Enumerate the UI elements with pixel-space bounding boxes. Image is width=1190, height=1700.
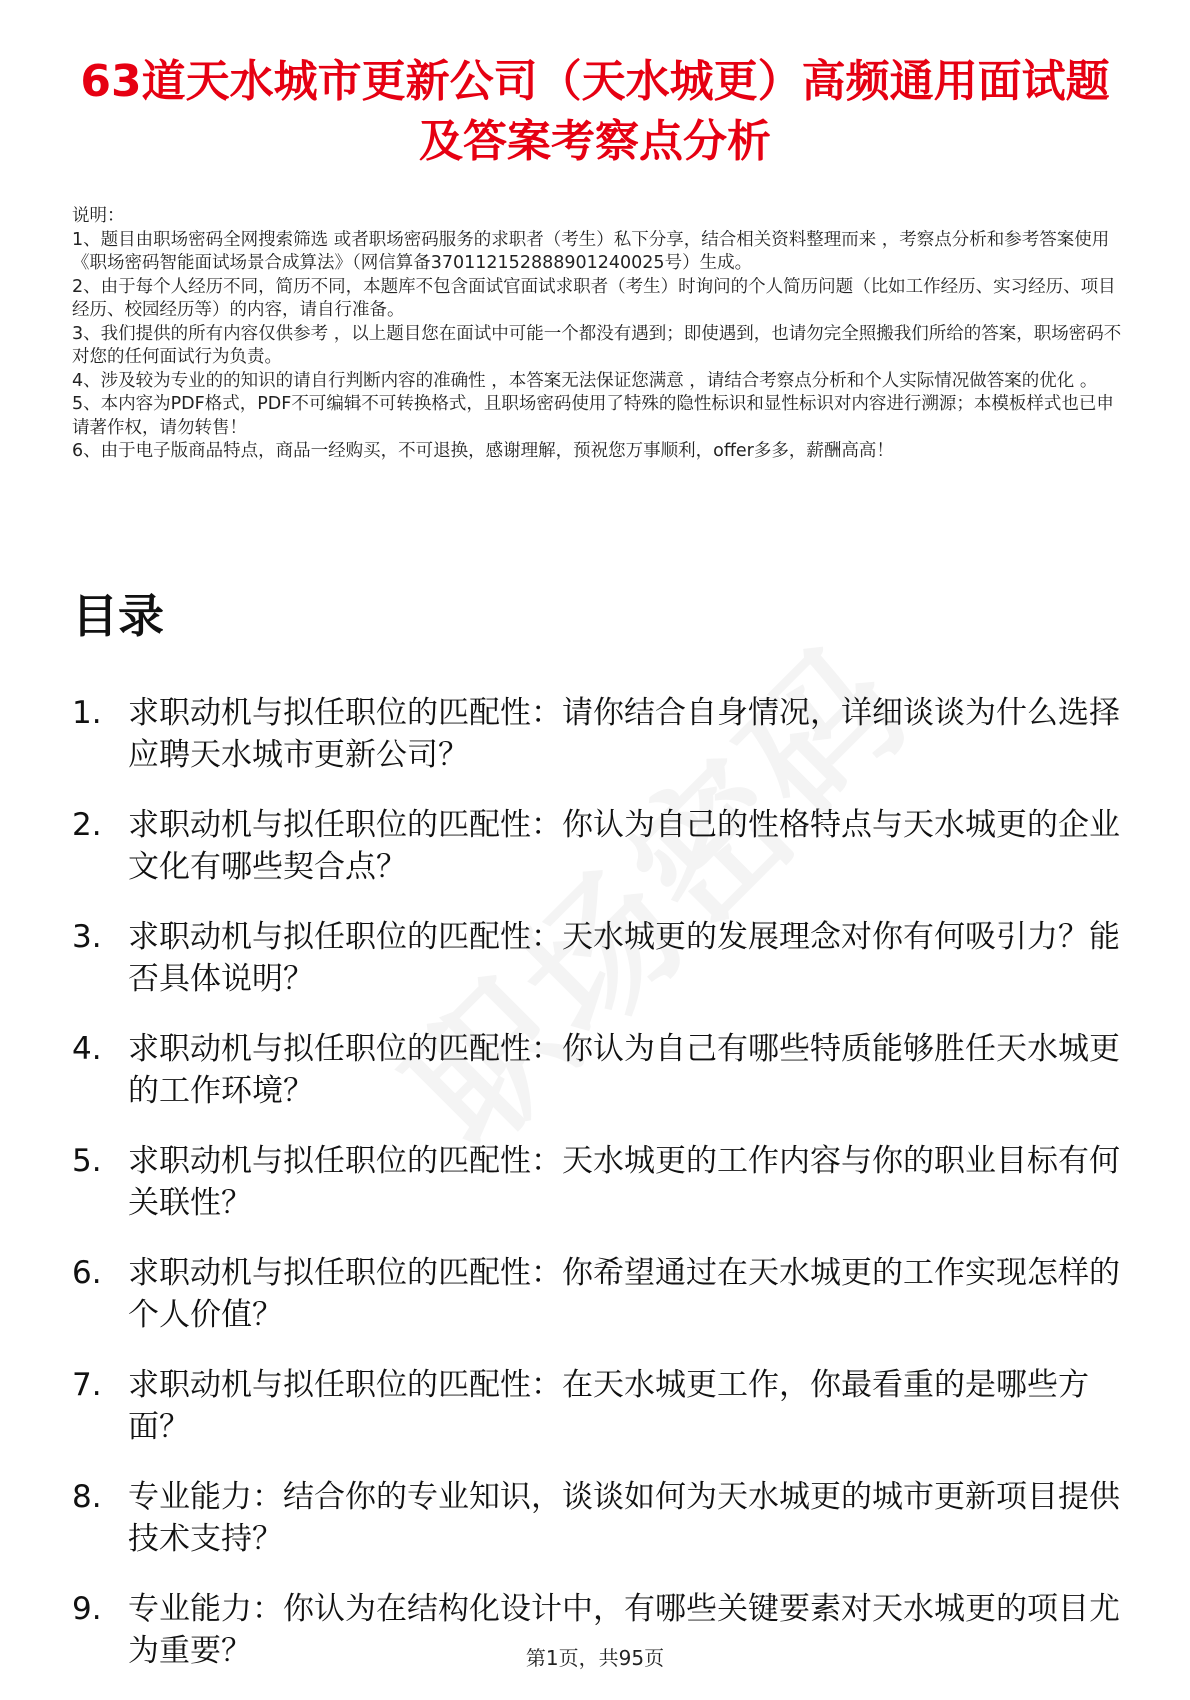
toc-item[interactable] <box>72 1476 1122 1560</box>
document-title: 63道天水城市更新公司（天水城更）高频通用面试题及答案考察点分析 <box>80 56 1110 167</box>
toc-item-text: 求职动机与拟任职位的匹配性：在天水城更工作，你最看重的是哪些方面？ <box>128 1367 1089 1445</box>
note-item: 2、由于每个人经历不同，简历不同，本题库不包含面试官面试求职者（考生）时询问的个人简历问题（比如工作经历、实习经历、项目经历、校园经历等）的内容，请自行准备。 <box>72 276 1116 320</box>
note-item: 6、由于电子版商品特点，商品一经购买，不可退换，感谢理解，预祝您万事顺利，offer多多，薪酬高高！ <box>72 441 894 461</box>
toc-item[interactable] <box>72 1140 1122 1224</box>
toc-item-text: 专业能力：你认为在结构化设计中，有哪些关键要素对天水城更的项目尤为重要？ <box>128 1591 1120 1669</box>
toc-item-number: 3. <box>72 919 102 955</box>
toc-heading: 目录 <box>72 589 164 643</box>
toc-item-number: 9. <box>72 1591 102 1627</box>
toc-item-number: 8. <box>72 1479 102 1515</box>
toc-item[interactable] <box>72 1364 1122 1448</box>
toc-item[interactable] <box>72 1252 1122 1336</box>
toc-list <box>72 692 1122 1700</box>
toc-item-number: 2. <box>72 807 102 843</box>
toc-item[interactable] <box>72 692 1122 776</box>
notes-heading: 说明： <box>72 206 125 226</box>
toc-item-text: 求职动机与拟任职位的匹配性：请你结合自身情况，详细谈谈为什么选择应聘天水城市更新公司？ <box>128 695 1120 773</box>
note-item: 4、涉及较为专业的的知识的请自行判断内容的准确性 ，本答案无法保证您满意 ，请结合考察点分析和个人实际情况做答案的优化 。 <box>72 370 1098 391</box>
toc-item-number: 4. <box>72 1031 102 1067</box>
page-footer: 第1页，共95页 <box>525 1646 665 1670</box>
note-item: 5、本内容为PDF格式，PDF不可编辑不可转换格式，且职场密码使用了特殊的隐性标识和显性标识对内容进行溯源；本模板样式也已申请著作权，请勿转售！ <box>72 394 1114 438</box>
notes-section <box>72 205 1122 464</box>
toc-item-text: 求职动机与拟任职位的匹配性：你希望通过在天水城更的工作实现怎样的个人价值？ <box>128 1255 1120 1333</box>
toc-item-text: 求职动机与拟任职位的匹配性：天水城更的发展理念对你有何吸引力？能否具体说明？ <box>128 919 1120 997</box>
toc-item[interactable] <box>72 916 1122 1000</box>
toc-item-number: 1. <box>72 695 102 731</box>
toc-item-number: 7. <box>72 1367 102 1403</box>
note-item: 1、题目由职场密码全网搜索筛选 或者职场密码服务的求职者（考生）私下分享，结合相关资料整理而来 ，考察点分析和参考答案使用《职场密码智能面试场景合成算法》（网信算备370112152888901240025号）生成。 <box>72 229 1110 273</box>
toc-item-text: 求职动机与拟任职位的匹配性：你认为自己有哪些特质能够胜任天水城更的工作环境？ <box>128 1031 1120 1109</box>
toc-item-text: 求职动机与拟任职位的匹配性：天水城更的工作内容与你的职业目标有何关联性？ <box>128 1143 1120 1221</box>
toc-item-number: 6. <box>72 1255 102 1291</box>
toc-item[interactable] <box>72 804 1122 888</box>
toc-item-text: 专业能力：结合你的专业知识，谈谈如何为天水城更的城市更新项目提供技术支持？ <box>128 1479 1120 1557</box>
toc-item-number: 5. <box>72 1143 102 1179</box>
toc-item[interactable] <box>72 1028 1122 1112</box>
note-item: 3、我们提供的所有内容仅供参考 ，以上题目您在面试中可能一个都没有遇到；即使遇到，也请勿完全照搬我们所给的答案，职场密码不对您的任何面试行为负责。 <box>72 323 1122 367</box>
toc-item-text: 求职动机与拟任职位的匹配性：你认为自己的性格特点与天水城更的企业文化有哪些契合点？ <box>128 807 1120 885</box>
